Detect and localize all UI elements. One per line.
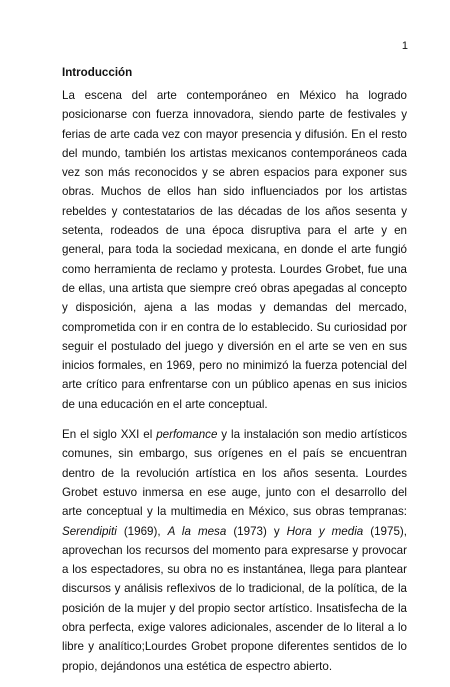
paragraph-2-text-3: (1969), [116,524,168,538]
page-number: 1 [401,40,408,52]
paragraph-2-text-1: En el siglo XXI el [62,428,157,442]
paragraph-2-italic-serendipiti: Serendipiti [62,524,117,538]
section-heading: Introducción [62,66,133,79]
paragraph-2-text-2: y la instalación son medio artísticos comunes, sin embargo, sus orígenes en el país se encuentran dentro de la revolución artística en los años sesenta. Lourdes Grobet estuvo inmersa en ese auge, junto con el desarrollo del arte conceptual y la multimedia en México, sus obras tempranas: [62,428,407,519]
paragraph-2-text-4: (1973) y [226,524,287,538]
paragraph-2 [62,425,407,676]
paragraph-2-italic-hora-y-media: Hora y media [286,524,364,538]
paragraph-2-italic-perfomance: perfomance [156,428,218,442]
paragraph-2-italic-a-la-mesa: A la mesa [167,524,227,538]
paragraph-2-text-5: (1975), aprovechan los recursos del momento para expresarse y provocar a los espectadores, su obra no es instantánea, llega para plantear discursos y análisis reflexivos de lo tradicional, de la política, de la posición de la mujer y del propio sector artístico. Insatisfecha de la obra perfecta, exige valores adicionales, ascender de lo literal a lo libre y analítico;Lourdes Grobet propone diferentes sentidos de lo propio, dejándonos una estética de espectro abierto. [62,524,407,673]
document-body [62,66,407,687]
paragraph-1: La escena del arte contemporáneo en México ha logrado posicionarse con fuerza innovadora, siendo parte de festivales y ferias de arte cada vez con mayor presencia y difusión. En el resto del mundo, también los artistas mexicanos contemporáneos cada vez son más reconocidos y se abren espacios para exponer sus obras. Muchos de ellos han sido influenciados por los artistas rebeldes y contestatarios de las décadas de los años sesenta y setenta, rodeados de una época disruptiva para el arte y en general, para toda la sociedad mexicana, en donde el arte fungió como herramienta de reclamo y protesta. Lourdes Grobet, fue una de ellas, una artista que siempre creó obras apegadas al concepto y disposición, ajena a las modas y demandas del mercado, comprometida con ir en contra de lo establecido. Su curiosidad por seguir el postulado del juego y diversión en el arte se ven en sus inicios formales, en 1969, pero no minimizó la fuerza potencial del arte crítico para enfrentarse con un público apenas en sus inicios de una educación en el arte conceptual. [62,89,407,411]
